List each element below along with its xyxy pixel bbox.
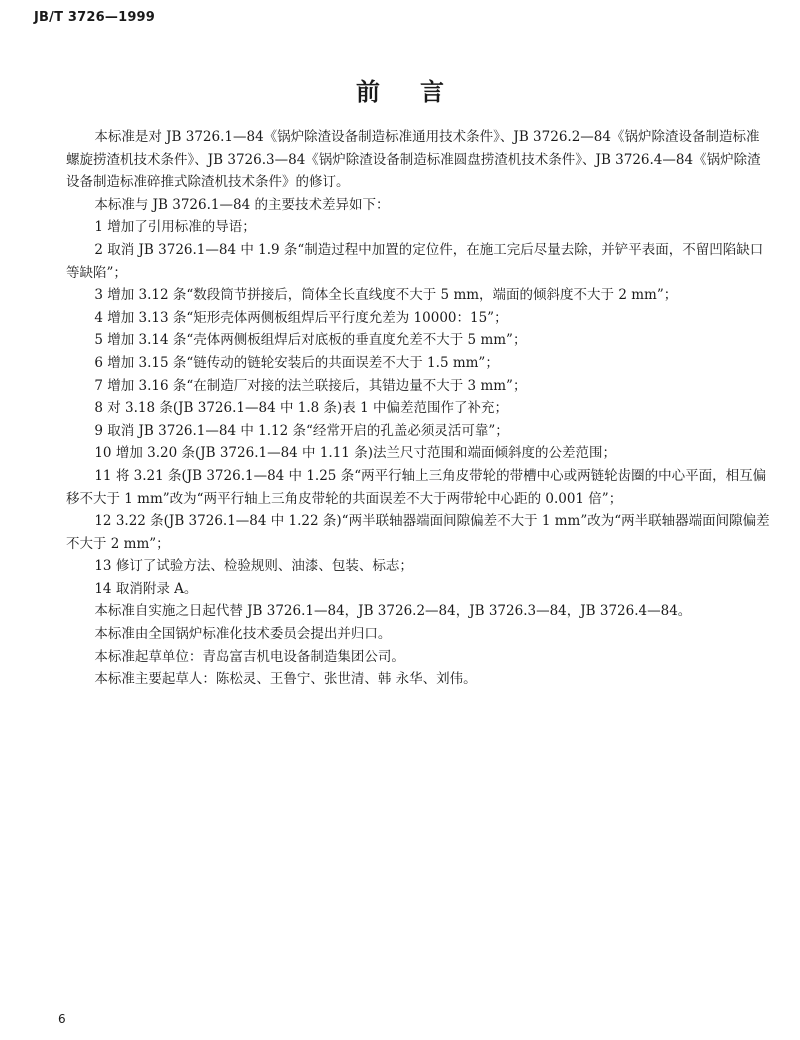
list-item: 12 3.22 条(JB 3726.1—84 中 1.22 条)“两半联轴器端面间隙偏差不大于 1 mm”改为“两半联轴器端面间隙偏差不大于 2 mm”；: [66, 513, 770, 552]
drafters-paragraph: 本标准主要起草人：陈松灵、王鲁宁、张世清、韩 永华、刘伟。: [94, 671, 477, 688]
list-item: 8 对 3.18 条(JB 3726.1—84 中 1.8 条)表 1 中偏差范围作了补充；: [94, 400, 508, 417]
list-item: 9 取消 JB 3726.1—84 中 1.12 条“经常开启的孔盖必须灵活可靠”；: [94, 422, 509, 439]
document-body: [66, 126, 772, 691]
list-item: 11 将 3.21 条(JB 3726.1—84 中 1.25 条“两平行轴上三角皮带轮的带槽中心或两链轮齿圈的中心平面，相互偏移不大于 1 mm”改为“两平行轴上三角皮带轮的共面误差不大于两带轮中心距的 0.001 倍”；: [66, 467, 767, 507]
list-item: 7 增加 3.16 条“在制造厂对接的法兰联接后，其错边量不大于 3 mm”；: [94, 377, 527, 394]
page-title: 前言: [356, 78, 484, 106]
proposed-by-paragraph: 本标准由全国锅炉标准化技术委员会提出并归口。: [94, 626, 392, 643]
list-item: 4 增加 3.13 条“矩形壳体两侧板组焊后平行度允差为 10000：15”；: [94, 309, 508, 326]
list-item: 13 修订了试验方法、检验规则、油漆、包装、标志；: [94, 558, 413, 575]
replaces-paragraph: 本标准自实施之日起代替 JB 3726.1—84，JB 3726.2—84，JB 3726.3—84，JB 3726.4—84。: [94, 603, 692, 620]
list-item: 14 取消附录 A。: [94, 580, 198, 597]
list-item: 1 增加了引用标准的导语；: [94, 219, 256, 236]
list-item: 3 增加 3.12 条“数段筒节拼接后，筒体全长直线度不大于 5 mm，端面的倾斜度不大于 2 mm”；: [94, 287, 678, 304]
intro-paragraph: 本标准是对 JB 3726.1—84《锅炉除渣设备制造标准通用技术条件》、JB 3726.2—84《锅炉除渣设备制造标准螺旋捞渣机技术条件》、JB 3726.3—84《锅炉除渣设备制造标准圆盘捞渣机技术条件》、JB 3726.4—84《锅炉除渣设备制造标准碎推式除渣机技术条件》的修订。: [66, 129, 761, 191]
list-item: 2 取消 JB 3726.1—84 中 1.9 条“制造过程中加置的定位件，在施工完后尽量去除，并铲平表面，不留凹陷缺口等缺陷”；: [66, 241, 764, 281]
standard-code-header: JB/T 3726—1999: [34, 10, 156, 25]
list-item: 6 增加 3.15 条“链传动的链轮安装后的共面误差不大于 1.5 mm”；: [94, 354, 499, 371]
drafting-unit-paragraph: 本标准起草单位：青岛富吉机电设备制造集团公司。: [94, 648, 405, 665]
differences-list: [66, 216, 772, 600]
differences-lead-paragraph: 本标准与 JB 3726.1—84 的主要技术差异如下：: [94, 196, 390, 213]
page-number: 6: [58, 1012, 66, 1026]
list-item: 10 增加 3.20 条(JB 3726.1—84 中 1.11 条)法兰尺寸范围和端面倾斜度的公差范围；: [94, 445, 616, 462]
list-item: 5 增加 3.14 条“壳体两侧板组焊后对底板的垂直度允差不大于 5 mm”；: [94, 332, 527, 349]
